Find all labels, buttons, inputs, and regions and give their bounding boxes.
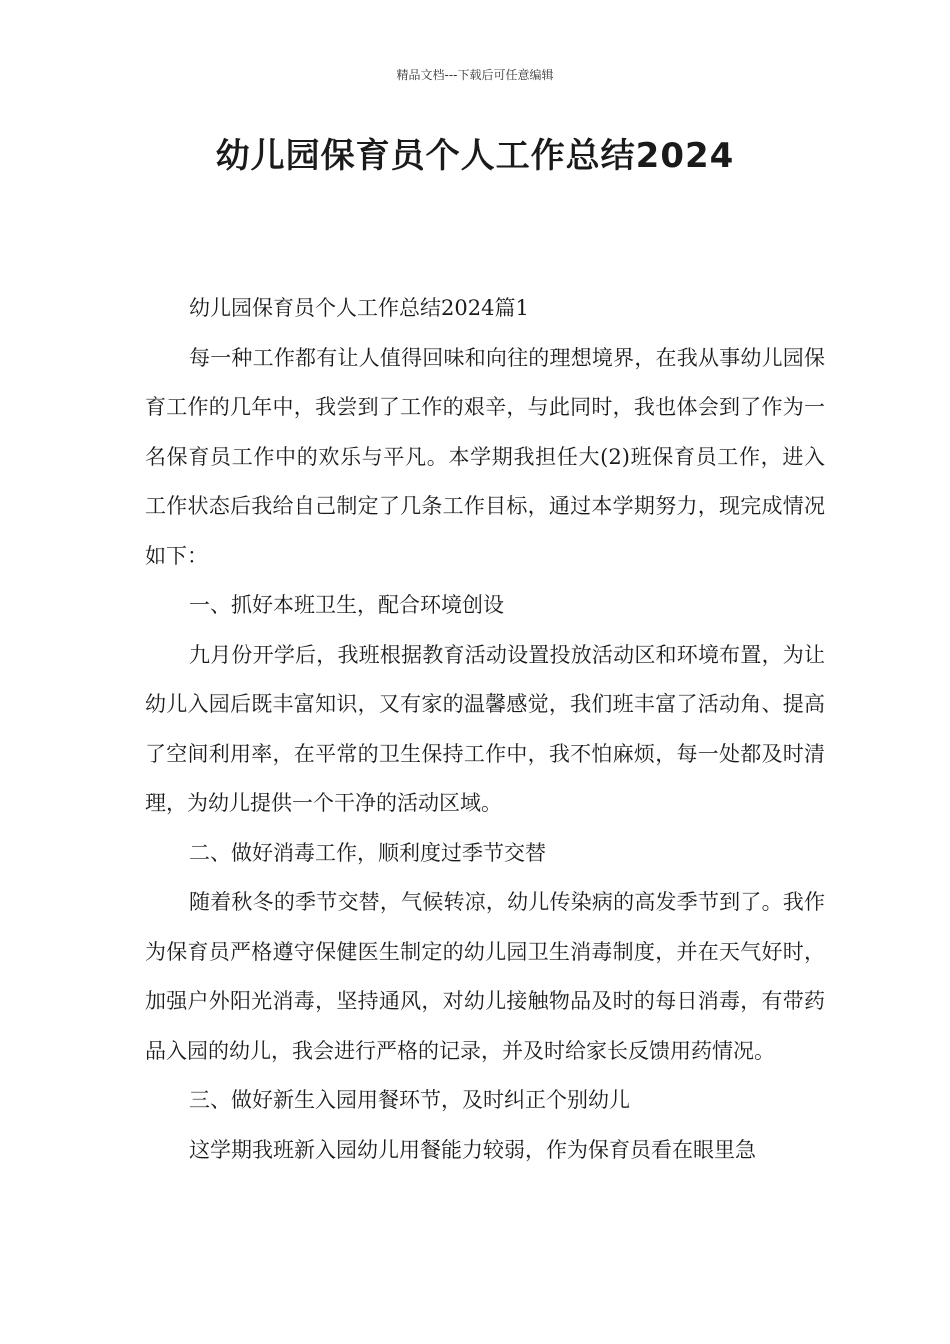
body-paragraph: 每一种工作都有让人值得回味和向往的理想境界，在我从事幼儿园保育工作的几年中，我尝到了工作的艰辛，与此同时，我也体会到了作为一名保育员工作中的欢乐与平凡。本学期我担任大(2)班保育员工作，进入工作状态后我给自己制定了几条工作目标，通过本学期努力，现完成情况如下：	[145, 345, 825, 568]
body-paragraph: 随着秋冬的季节交替，气候转凉，幼儿传染病的高发季节到了。我作为保育员严格遵守保健医生制定的幼儿园卫生消毒制度，并在天气好时，加强户外阳光消毒，坚持通风，对幼儿接触物品及时的每日消毒，有带药品入园的幼儿，我会进行严格的记录，并及时给家长反馈用药情况。	[145, 890, 825, 1063]
body-paragraph: 这学期我班新入园幼儿用餐能力较弱，作为保育员看在眼里急	[189, 1137, 756, 1162]
subsection-heading: 三、做好新生入园用餐环节，及时纠正个别幼儿	[189, 1088, 630, 1112]
section-heading: 幼儿园保育员个人工作总结2024篇1	[189, 296, 529, 320]
document-body	[145, 284, 825, 1175]
subsection-heading: 二、做好消毒工作，顺利度过季节交替	[189, 840, 546, 865]
body-paragraph: 九月份开学后，我班根据教育活动设置投放活动区和环境布置，为让幼儿入园后既丰富知识，又有家的温馨感觉，我们班丰富了活动角、提高了空间利用率，在平常的卫生保持工作中，我不怕麻烦，每一处都及时清理，为幼儿提供一个干净的活动区域。	[145, 642, 825, 815]
document-title: 幼儿园保育员个人工作总结2024	[215, 136, 735, 176]
header-note: 精品文档---下载后可任意编辑	[396, 68, 554, 82]
subsection-heading: 一、抓好本班卫生，配合环境创设	[189, 593, 504, 617]
